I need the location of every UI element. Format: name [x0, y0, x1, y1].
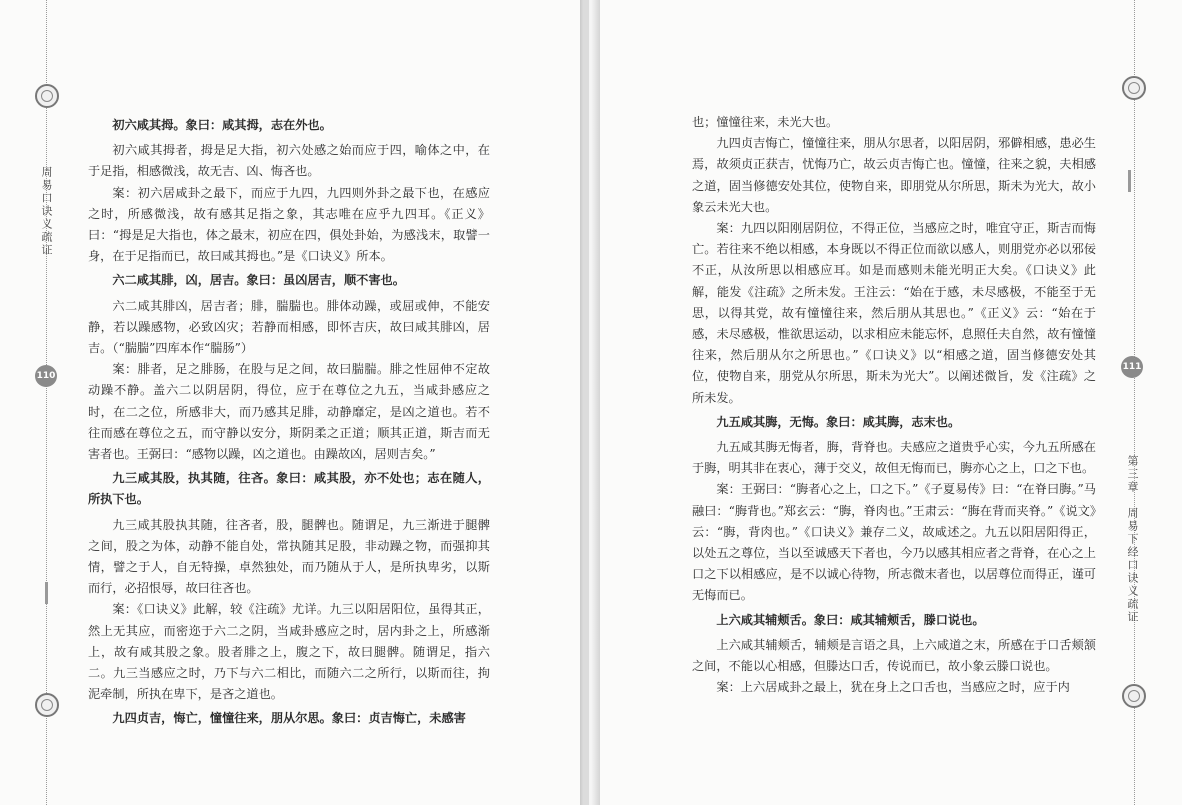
hexagram-heading: 初六咸其拇。象曰：咸其拇，志在外也。	[112, 118, 332, 132]
hexagram-heading: 上六咸其辅颊舌。象曰：咸其辅颊舌，滕口说也。	[716, 612, 985, 627]
paragraph: 也；憧憧往来，未光大也。	[692, 115, 839, 129]
scrollbar-track[interactable]	[583, 0, 589, 805]
margin-marker	[1128, 170, 1131, 192]
left-page-text	[88, 112, 490, 734]
margin-dotted-line	[46, 0, 47, 805]
right-page-text	[692, 112, 1096, 698]
medallion-icon	[1122, 76, 1146, 100]
hexagram-heading: 六二咸其腓，凶，居吉。象曰：虽凶居吉，顺不害也。	[112, 273, 405, 288]
hexagram-heading: 九三咸其股，执其随，往吝。象曰：咸其股，亦不处也；志在随人，所执下也。	[88, 471, 490, 507]
left-page	[0, 0, 580, 805]
paragraph: 案：初六居咸卦之最下，而应于九四，九四则外卦之最下也，在感应之时，所感微浅，故有感其足指之象，其志唯在应乎九四耳。《正义》曰：“拇是足大指也，体之最末，初应在四，俱处卦始，为感浅末，取譬一身，在于足指而已，故曰咸其拇也。”是《口诀义》所本。	[88, 185, 490, 264]
right-page	[600, 0, 1182, 805]
paragraph: 九三咸其股执其随，往吝者，股，腿髀也。随谓足，九三渐进于腿髀之间，股之为体，动静不能自处，常执随其足股，非动躁之物，而强抑其情，譬之于人，自无特操，卓然独处，而乃随从于人，是所执卑劣，以斯而行，必招恨辱，故曰往吝也。	[88, 517, 490, 596]
paragraph: 案：上六居咸卦之最上，犹在身上之口舌也，当感应之时，应于内	[716, 680, 1070, 695]
page-gutter	[580, 0, 600, 805]
margin-marker	[45, 582, 48, 604]
paragraph: 案：腓者，足之腓肠，在股与足之间，故曰腨腨。腓之性屈伸不定故动躁不静。盖六二以阴居阴，得位，应于在尊位之九五，当咸卦感应之时，在二之位，所感非大，而乃感其足腓，动静靡定，是凶之道也。若不往而感在尊位之五，而守静以安分，斯阴柔之正道；顺其正道，斯吉而无害者也。王弼曰：“感物以躁，凶之道也。由躁故凶，居则吉矣。”	[88, 362, 490, 462]
page-number: 111	[1121, 356, 1143, 378]
paragraph: 案：《口诀义》此解，较《注疏》尤详。九三以阳居阳位，虽得其正，然上无其应，而密迩于六二之阴，当咸卦感应之时，居内卦之上，所感渐上，故有咸其股之象。股者腓之上，腹之下，故曰腿髀。随谓足，指六二。九三当感应之时，乃下与六二相比，而随六二之所行，以斯而往，拘泥牵制，所执在卑下，是吝之道也。	[88, 602, 490, 702]
paragraph: 九五咸其脢无悔者，脢，背脊也。夫感应之道贵乎心实，今九五所感在于脢，明其非在衷心，薄于交义，故但无悔而已，脢亦心之上，口之下也。	[692, 440, 1096, 476]
page-number: 110	[35, 365, 57, 387]
medallion-icon	[35, 693, 59, 717]
paragraph: 九四贞吉悔亡，憧憧往来，朋从尔思者，以阳居阴，邪僻相感，患必生焉，故须贞正获吉，忧悔乃亡，故云贞吉悔亡也。憧憧，往来之貌，夫相感之道，固当修德安处其位，使物自来，即朋党从尔所思，斯未为光大，故小象云未光大也。	[692, 136, 1096, 214]
hexagram-heading: 九四贞吉，悔亡，憧憧往来，朋从尔思。象曰：贞吉悔亡，未感害	[112, 711, 466, 726]
running-title: 第三章 周易下经口诀义疏证	[1126, 455, 1139, 624]
paragraph: 初六咸其拇者，拇是足大指，初六处感之始而应于四，喻体之中，在于足指，相感微浅，故无吉、凶、悔吝也。	[88, 143, 490, 179]
running-title: 周易口诀义疏证	[40, 166, 53, 257]
paragraph: 案：九四以阳刚居阴位，不得正位，当感应之时，唯宜守正，斯吉而悔亡。若往来不绝以相感，本身既以不得正位而欲以感人，则朋党亦必以邪佞不正，从汝所思以相感应耳。如是而感则未能光明正大矣。《口诀义》此解，能发《注疏》之所未发。王注云：“始在于感，未尽感极，不能至于无思，以得其党，故有憧憧往来，然后朋从其思也。”《正义》云：“始在于感，未尽感极，惟欲思运动，以求相应未能忘怀，息照任夫自然，故有憧憧往来，然后朋从尔之所思也。”《口诀义》以“相感之道，固当修德安处其位，使物自来，朋党从尔所思，斯未为光大”。以阐述微旨，发《注疏》之所未发。	[692, 221, 1096, 405]
paragraph: 案：王弼曰：“脢者心之上，口之下。”《子夏易传》曰：“在脊曰脢。”马融曰：“脢背也。”郑玄云：“脢，脊肉也。”王肃云：“脢在背而夹脊。”《说文》云：“脢，背肉也。”《口诀义》兼存二义，故咸述之。九五以阳居阳得正，以处五之尊位，当以至诚感天下者也，今乃以感其相应者之背脊，在心之上口之下以相感应，是不以诚心待物，所志微末者也，以居尊位而得正，谨可无悔而已。	[692, 482, 1096, 603]
paragraph: 六二咸其腓凶，居吉者；腓，腨腨也。腓体动躁，或屈或伸，不能安静，若以躁感物，必致凶灾；若静而相感，即怀吉庆，故曰咸其腓凶，居吉。（“腨腨”四库本作“腨肠”）	[88, 298, 490, 356]
hexagram-heading: 九五咸其脢，无悔。象曰：咸其脢，志末也。	[716, 414, 961, 429]
medallion-icon	[35, 84, 59, 108]
medallion-icon	[1122, 684, 1146, 708]
paragraph: 上六咸其辅颊舌，辅颊是言语之具，上六咸道之末，所感在于口舌颊颔之间，不能以心相感，但滕达口舌，传说而已，故小象云滕口说也。	[692, 637, 1096, 674]
